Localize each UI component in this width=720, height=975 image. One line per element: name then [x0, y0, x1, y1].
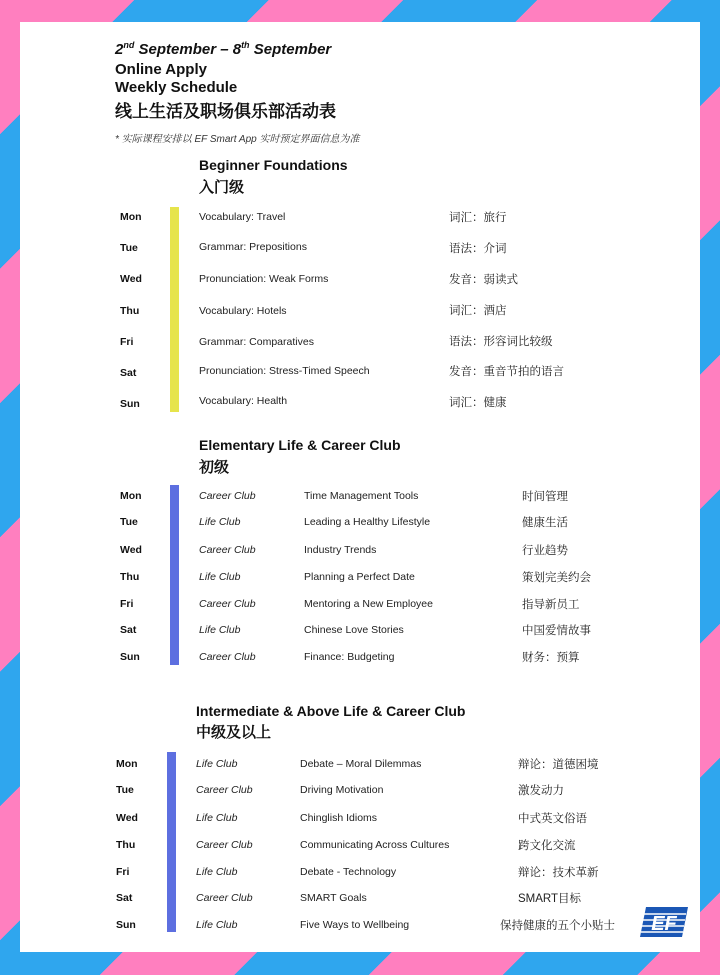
- topic: Pronunciation: Weak Forms: [199, 273, 329, 285]
- section-title-intermediate: Intermediate & Above Life & Career Club: [196, 703, 466, 719]
- topic-cn: 策划完美约会: [522, 572, 591, 584]
- club-type: Life Club: [196, 866, 238, 878]
- section-title-beginner: Beginner Foundations: [199, 157, 348, 173]
- topic-cn: 跨文化交流: [518, 840, 576, 852]
- ef-logo-icon: [638, 906, 690, 938]
- club-type: Life Club: [199, 624, 241, 636]
- topic-cn: 词汇：酒店: [449, 305, 507, 317]
- topic-cn: SMART目标: [518, 893, 582, 905]
- day-label: Sat: [116, 892, 133, 904]
- section-title-elementary-cn: 初级: [199, 459, 230, 476]
- day-label: Sat: [120, 624, 137, 636]
- topic: Grammar: Comparatives: [199, 336, 314, 348]
- day-label: Thu: [116, 839, 136, 851]
- day-label: Mon: [116, 758, 138, 770]
- day-label: Wed: [116, 812, 138, 824]
- topic: Time Management Tools: [304, 490, 419, 502]
- schedule-sheet: [20, 22, 700, 952]
- day-label: Tue: [116, 784, 134, 796]
- club-type: Life Club: [199, 516, 241, 528]
- booking-note: * 实际课程安排以 EF Smart App 实时预定界面信息为准: [115, 134, 360, 145]
- day-label: Tue: [120, 516, 138, 528]
- day-label: Wed: [120, 544, 142, 556]
- section-bar-purple: [167, 752, 176, 932]
- topic: Vocabulary: Hotels: [199, 305, 287, 317]
- topic-cn: 语法：形容词比较级: [449, 336, 553, 348]
- day-label: Sun: [120, 398, 140, 410]
- section-title-beginner-cn: 入门级: [199, 179, 245, 196]
- topic: Debate – Moral Dilemmas: [300, 758, 422, 770]
- logo-text: EF: [651, 913, 677, 935]
- day-label: Thu: [120, 571, 140, 583]
- section-title-elementary: Elementary Life & Career Club: [199, 437, 401, 453]
- topic: Five Ways to Wellbeing: [300, 919, 410, 931]
- topic: Planning a Perfect Date: [304, 571, 415, 583]
- topic: Leading a Healthy Lifestyle: [304, 516, 431, 528]
- topic-cn: 激发动力: [518, 785, 564, 797]
- topic-cn: 行业趋势: [522, 545, 568, 557]
- day-label: Fri: [120, 336, 134, 348]
- topic-cn: 中国爱情故事: [522, 625, 591, 637]
- club-type: Life Club: [196, 812, 238, 824]
- club-type: Career Club: [199, 544, 256, 556]
- topic-cn: 词汇：旅行: [449, 212, 507, 224]
- club-type: Life Club: [196, 919, 238, 931]
- club-type: Career Club: [199, 651, 256, 663]
- topic: Communicating Across Cultures: [300, 839, 450, 851]
- day-label: Mon: [120, 211, 142, 223]
- topic-cn: 辩论：道德困境: [518, 759, 599, 771]
- topic-cn: 指导新员工: [522, 599, 580, 611]
- topic: Chinglish Idioms: [300, 812, 378, 824]
- topic: Vocabulary: Travel: [199, 211, 286, 223]
- day-label: Mon: [120, 490, 142, 502]
- club-type: Career Club: [196, 892, 253, 904]
- topic-cn: 发音：弱读式: [449, 274, 518, 286]
- topic: Grammar: Prepositions: [199, 241, 307, 253]
- section-bar-yellow: [170, 207, 179, 412]
- day-label: Sun: [116, 919, 136, 931]
- topic-cn: 中式英文俗语: [518, 813, 587, 825]
- club-type: Life Club: [196, 758, 238, 770]
- online-apply-heading: Online Apply: [115, 61, 207, 78]
- day-label: Fri: [116, 866, 130, 878]
- topic-cn: 时间管理: [522, 491, 568, 503]
- topic: Mentoring a New Employee: [304, 598, 433, 610]
- topic-cn: 财务：预算: [522, 652, 580, 664]
- topic-cn: 健康生活: [522, 517, 568, 529]
- topic: Vocabulary: Health: [199, 395, 288, 407]
- topic: Finance: Budgeting: [304, 651, 395, 663]
- day-label: Sun: [120, 651, 140, 663]
- club-type: Career Club: [199, 490, 256, 502]
- club-type: Life Club: [199, 571, 241, 583]
- topic-cn: 辩论：技术革新: [518, 867, 599, 879]
- club-type: Career Club: [196, 839, 253, 851]
- chinese-title: 线上生活及职场俱乐部活动表: [115, 102, 336, 121]
- topic: Chinese Love Stories: [304, 624, 404, 636]
- topic: Pronunciation: Stress-Timed Speech: [199, 365, 370, 377]
- section-title-intermediate-cn: 中级及以上: [196, 724, 272, 741]
- topic: Industry Trends: [304, 544, 377, 556]
- day-label: Tue: [120, 242, 138, 254]
- topic: Debate - Technology: [300, 866, 397, 878]
- club-type: Career Club: [196, 784, 253, 796]
- day-label: Thu: [120, 305, 140, 317]
- day-label: Wed: [120, 273, 142, 285]
- topic-cn: 语法：介词: [449, 243, 507, 255]
- day-label: Fri: [120, 598, 134, 610]
- section-bar-purple: [170, 485, 179, 665]
- topic: Driving Motivation: [300, 784, 384, 796]
- topic-cn: 词汇：健康: [449, 397, 507, 409]
- topic: SMART Goals: [300, 892, 367, 904]
- club-type: Career Club: [199, 598, 256, 610]
- date-range: 2nd September – 8th September: [115, 40, 332, 58]
- weekly-schedule-heading: Weekly Schedule: [115, 79, 238, 96]
- day-label: Sat: [120, 367, 137, 379]
- topic-cn: 保持健康的五个小贴士: [500, 920, 615, 932]
- topic-cn: 发音：重音节拍的语言: [449, 366, 564, 378]
